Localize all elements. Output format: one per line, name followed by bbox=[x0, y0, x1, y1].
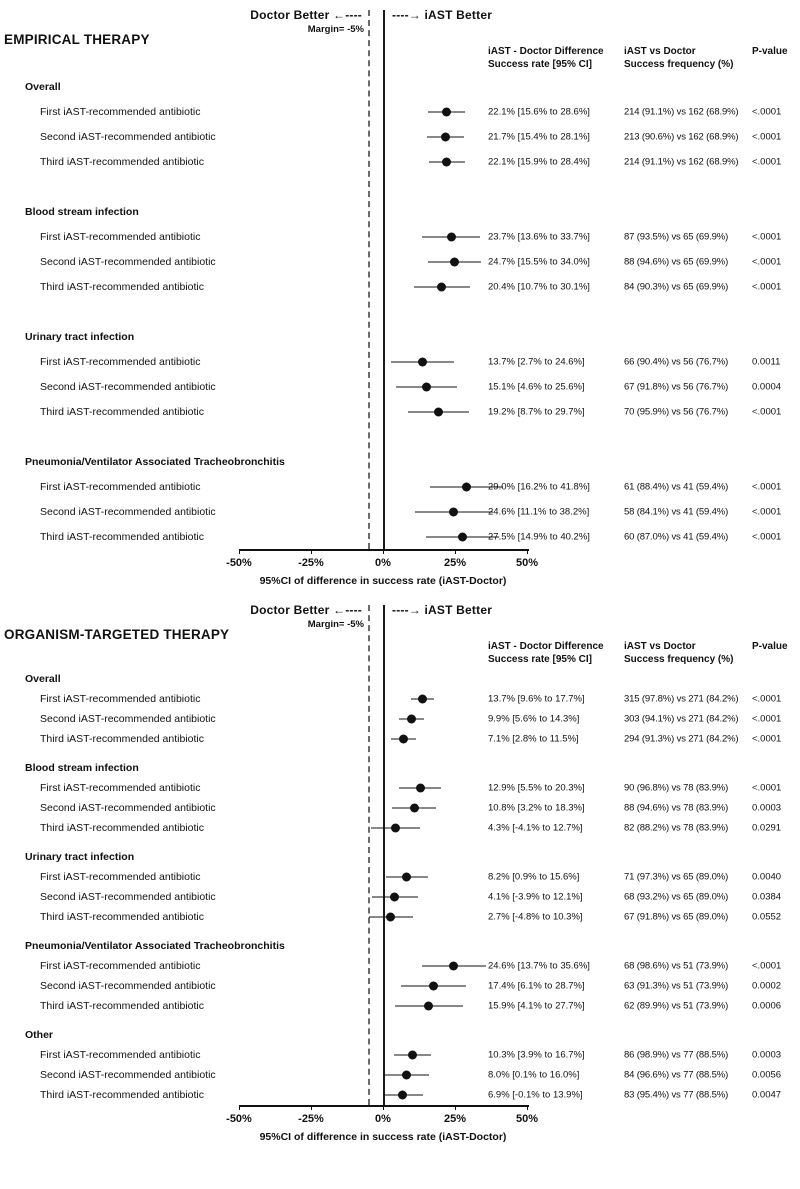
column-header-frequency bbox=[624, 641, 734, 666]
group-label: Other bbox=[25, 1029, 54, 1041]
row-label: Second iAST-recommended antibiotic bbox=[40, 1069, 216, 1081]
group-spacer bbox=[0, 749, 800, 758]
point-estimate-dot bbox=[450, 257, 459, 266]
group-row bbox=[0, 449, 800, 474]
forest-row bbox=[0, 99, 800, 124]
group-spacer bbox=[0, 927, 800, 936]
difference-value: 15.1% [4.6% to 25.6%] bbox=[488, 381, 585, 392]
difference-value: 13.7% [9.6% to 17.7%] bbox=[488, 693, 585, 705]
difference-value: 10.8% [3.2% to 18.3%] bbox=[488, 802, 585, 814]
frequency-value: 90 (96.8%) vs 78 (83.9%) bbox=[624, 782, 729, 794]
difference-value: 24.7% [15.5% to 34.0%] bbox=[488, 256, 590, 267]
difference-value: 23.7% [13.6% to 33.7%] bbox=[488, 231, 590, 242]
x-axis-tick-label: -50% bbox=[226, 1113, 252, 1125]
row-label: Third iAST-recommended antibiotic bbox=[40, 1089, 204, 1101]
row-label: Second iAST-recommended antibiotic bbox=[40, 802, 216, 814]
pvalue-value: <.0001 bbox=[752, 156, 782, 167]
x-axis-tick-label: 50% bbox=[515, 557, 539, 569]
x-axis-tick-label: -50% bbox=[226, 557, 252, 569]
forest-row bbox=[0, 798, 800, 818]
frequency-value: 86 (98.9%) vs 77 (88.5%) bbox=[624, 1049, 729, 1061]
point-estimate-dot bbox=[422, 382, 431, 391]
point-estimate-dot bbox=[447, 232, 456, 241]
row-label: Third iAST-recommended antibiotic bbox=[40, 405, 204, 418]
row-label: Second iAST-recommended antibiotic bbox=[40, 130, 216, 143]
forest-row bbox=[0, 374, 800, 399]
difference-value: 22.1% [15.9% to 28.4%] bbox=[488, 156, 590, 167]
x-axis-tick bbox=[311, 549, 312, 554]
column-header-pvalue: P-value bbox=[752, 46, 788, 57]
column-header-pvalue: P-value bbox=[752, 641, 788, 652]
row-label: First iAST-recommended antibiotic bbox=[40, 871, 201, 883]
point-estimate-dot bbox=[418, 695, 427, 704]
point-estimate-dot bbox=[391, 824, 400, 833]
pvalue-value: <.0001 bbox=[752, 106, 782, 117]
point-estimate-dot bbox=[437, 282, 446, 291]
pvalue-value: 0.0291 bbox=[752, 822, 782, 834]
pvalue-value: 0.0004 bbox=[752, 381, 782, 392]
plot-body-empirical bbox=[0, 6, 800, 549]
x-axis-tick bbox=[383, 549, 384, 554]
forest-row bbox=[0, 499, 800, 524]
column-header-frequency-line1: iAST vs Doctor bbox=[624, 46, 696, 57]
frequency-value: 62 (89.9%) vs 51 (73.9%) bbox=[624, 1000, 729, 1012]
forest-row bbox=[0, 956, 800, 976]
column-header-difference-line2: Success rate [95% CI] bbox=[488, 58, 592, 70]
frequency-value: 315 (97.8%) vs 271 (84.2%) bbox=[624, 693, 739, 705]
group-row bbox=[0, 199, 800, 224]
x-axis-tick bbox=[527, 549, 528, 554]
group-row bbox=[0, 1025, 800, 1045]
point-estimate-dot bbox=[399, 735, 408, 744]
point-estimate-dot bbox=[390, 893, 399, 902]
row-label: First iAST-recommended antibiotic bbox=[40, 693, 201, 705]
x-axis-tick-label: -25% bbox=[298, 1113, 324, 1125]
rows-organism bbox=[0, 669, 800, 1105]
difference-value: 6.9% [-0.1% to 13.9%] bbox=[488, 1089, 583, 1101]
point-estimate-dot bbox=[434, 407, 443, 416]
x-axis-organism bbox=[0, 1105, 800, 1157]
point-estimate-dot bbox=[429, 982, 438, 991]
difference-value: 7.1% [2.8% to 11.5%] bbox=[488, 733, 579, 745]
point-estimate-dot bbox=[398, 1091, 407, 1100]
frequency-value: 88 (94.6%) vs 65 (69.9%) bbox=[624, 256, 729, 267]
group-row bbox=[0, 758, 800, 778]
iast-better-label: ----→ iAST Better bbox=[392, 8, 493, 22]
forest-row bbox=[0, 399, 800, 424]
pvalue-value: 0.0002 bbox=[752, 980, 782, 992]
pvalue-value: <.0001 bbox=[752, 256, 782, 267]
pvalue-value: 0.0003 bbox=[752, 802, 782, 814]
group-label: Overall bbox=[25, 80, 61, 93]
x-axis-title: 95%CI of difference in success rate (iAST-Doctor) bbox=[259, 1131, 507, 1143]
forest-row bbox=[0, 709, 800, 729]
x-axis-title: 95%CI of difference in success rate (iAST-Doctor) bbox=[259, 575, 507, 587]
pvalue-value: <.0001 bbox=[752, 782, 782, 794]
row-label: Third iAST-recommended antibiotic bbox=[40, 155, 204, 168]
frequency-value: 213 (90.6%) vs 162 (68.9%) bbox=[624, 131, 739, 142]
point-estimate-dot bbox=[442, 157, 451, 166]
panel-organism-targeted-therapy bbox=[0, 601, 800, 1157]
point-estimate-dot bbox=[424, 1002, 433, 1011]
x-axis-tick bbox=[455, 1105, 456, 1110]
pvalue-value: 0.0552 bbox=[752, 911, 782, 923]
frequency-value: 68 (98.6%) vs 51 (73.9%) bbox=[624, 960, 729, 972]
column-header-difference bbox=[488, 46, 604, 71]
difference-value: 20.4% [10.7% to 30.1%] bbox=[488, 281, 590, 292]
row-label: Second iAST-recommended antibiotic bbox=[40, 980, 216, 992]
row-label: Third iAST-recommended antibiotic bbox=[40, 280, 204, 293]
forest-row bbox=[0, 349, 800, 374]
panel-title-empirical: EMPIRICAL THERAPY bbox=[4, 32, 150, 47]
x-axis-tick bbox=[239, 1105, 240, 1110]
panel-title-organism: ORGANISM-TARGETED THERAPY bbox=[4, 627, 230, 642]
group-spacer bbox=[0, 174, 800, 199]
column-header-difference-line1: iAST - Doctor Difference bbox=[488, 641, 604, 652]
frequency-value: 58 (84.1%) vs 41 (59.4%) bbox=[624, 506, 729, 517]
frequency-value: 88 (94.6%) vs 78 (83.9%) bbox=[624, 802, 729, 814]
point-estimate-dot bbox=[416, 784, 425, 793]
point-estimate-dot bbox=[442, 107, 451, 116]
group-label: Overall bbox=[25, 673, 61, 685]
row-label: First iAST-recommended antibiotic bbox=[40, 1049, 201, 1061]
column-header-frequency-line2: Success frequency (%) bbox=[624, 58, 734, 70]
column-header-frequency bbox=[624, 46, 734, 71]
x-axis-line bbox=[239, 1105, 529, 1107]
pvalue-value: <.0001 bbox=[752, 131, 782, 142]
x-axis-line bbox=[239, 549, 529, 551]
forest-row bbox=[0, 729, 800, 749]
forest-row bbox=[0, 867, 800, 887]
difference-value: 17.4% [6.1% to 28.7%] bbox=[488, 980, 585, 992]
forest-row bbox=[0, 907, 800, 927]
group-label: Urinary tract infection bbox=[25, 851, 135, 863]
frequency-value: 71 (97.3%) vs 65 (89.0%) bbox=[624, 871, 729, 883]
x-axis-tick-label: 0% bbox=[375, 1113, 391, 1125]
row-label: Third iAST-recommended antibiotic bbox=[40, 530, 204, 543]
point-estimate-dot bbox=[449, 507, 458, 516]
forest-row bbox=[0, 689, 800, 709]
difference-value: 8.2% [0.9% to 15.6%] bbox=[488, 871, 580, 883]
x-axis-tick-label: 50% bbox=[515, 1113, 539, 1125]
plot-body-organism bbox=[0, 601, 800, 1105]
rows-empirical bbox=[0, 74, 800, 549]
difference-value: 10.3% [3.9% to 16.7%] bbox=[488, 1049, 585, 1061]
difference-value: 22.1% [15.6% to 28.6%] bbox=[488, 106, 590, 117]
forest-row bbox=[0, 1045, 800, 1065]
frequency-value: 61 (88.4%) vs 41 (59.4%) bbox=[624, 481, 729, 492]
frequency-value: 214 (91.1%) vs 162 (68.9%) bbox=[624, 156, 739, 167]
row-label: Second iAST-recommended antibiotic bbox=[40, 380, 216, 393]
column-header-frequency-line1: iAST vs Doctor bbox=[624, 641, 696, 652]
frequency-value: 60 (87.0%) vs 41 (59.4%) bbox=[624, 531, 729, 542]
x-axis-tick-label: -25% bbox=[298, 557, 324, 569]
difference-value: 4.3% [-4.1% to 12.7%] bbox=[488, 822, 583, 834]
difference-value: 13.7% [2.7% to 24.6%] bbox=[488, 356, 585, 367]
row-label: Third iAST-recommended antibiotic bbox=[40, 733, 204, 745]
panel-header-empirical bbox=[0, 6, 800, 74]
group-label: Blood stream infection bbox=[25, 762, 139, 774]
forest-row bbox=[0, 778, 800, 798]
group-row bbox=[0, 324, 800, 349]
group-label: Urinary tract infection bbox=[25, 330, 135, 343]
iast-better-label: ----→ iAST Better bbox=[392, 603, 493, 617]
point-estimate-dot bbox=[402, 873, 411, 882]
point-estimate-dot bbox=[441, 132, 450, 141]
pvalue-value: <.0001 bbox=[752, 693, 782, 705]
difference-value: 15.9% [4.1% to 27.7%] bbox=[488, 1000, 585, 1012]
frequency-value: 66 (90.4%) vs 56 (76.7%) bbox=[624, 356, 729, 367]
row-label: First iAST-recommended antibiotic bbox=[40, 230, 201, 243]
row-label: First iAST-recommended antibiotic bbox=[40, 105, 201, 118]
group-row bbox=[0, 74, 800, 99]
forest-row bbox=[0, 149, 800, 174]
pvalue-value: <.0001 bbox=[752, 506, 782, 517]
x-axis-tick bbox=[455, 549, 456, 554]
group-label: Pneumonia/Ventilator Associated Tracheobronchitis bbox=[25, 940, 285, 952]
point-estimate-dot bbox=[462, 482, 471, 491]
row-label: Third iAST-recommended antibiotic bbox=[40, 1000, 204, 1012]
pvalue-value: 0.0003 bbox=[752, 1049, 782, 1061]
frequency-value: 67 (91.8%) vs 65 (89.0%) bbox=[624, 911, 729, 923]
pvalue-value: <.0001 bbox=[752, 713, 782, 725]
forest-row bbox=[0, 818, 800, 838]
pvalue-value: <.0001 bbox=[752, 406, 782, 417]
row-label: Third iAST-recommended antibiotic bbox=[40, 822, 204, 834]
group-spacer bbox=[0, 424, 800, 449]
frequency-value: 68 (93.2%) vs 65 (89.0%) bbox=[624, 891, 729, 903]
column-header-difference-line1: iAST - Doctor Difference bbox=[488, 46, 604, 57]
forest-row bbox=[0, 224, 800, 249]
x-axis-tick bbox=[311, 1105, 312, 1110]
row-label: Third iAST-recommended antibiotic bbox=[40, 911, 204, 923]
forest-row bbox=[0, 996, 800, 1016]
forest-row bbox=[0, 249, 800, 274]
pvalue-value: 0.0056 bbox=[752, 1069, 782, 1081]
x-axis-empirical bbox=[0, 549, 800, 601]
group-label: Pneumonia/Ventilator Associated Tracheobronchitis bbox=[25, 455, 285, 468]
frequency-value: 294 (91.3%) vs 271 (84.2%) bbox=[624, 733, 739, 745]
x-axis-tick-label: 0% bbox=[375, 557, 391, 569]
forest-row bbox=[0, 1065, 800, 1085]
group-row bbox=[0, 936, 800, 956]
frequency-value: 83 (95.4%) vs 77 (88.5%) bbox=[624, 1089, 729, 1101]
row-label: Second iAST-recommended antibiotic bbox=[40, 891, 216, 903]
pvalue-value: <.0001 bbox=[752, 531, 782, 542]
panel-empirical-therapy bbox=[0, 6, 800, 601]
column-header-difference-line2: Success rate [95% CI] bbox=[488, 653, 592, 665]
pvalue-value: <.0001 bbox=[752, 481, 782, 492]
group-spacer bbox=[0, 838, 800, 847]
x-axis-tick bbox=[527, 1105, 528, 1110]
margin-label: Margin= -5% bbox=[307, 619, 364, 630]
column-header-difference bbox=[488, 641, 604, 666]
frequency-value: 87 (93.5%) vs 65 (69.9%) bbox=[624, 231, 729, 242]
pvalue-value: 0.0011 bbox=[752, 356, 781, 367]
row-label: Second iAST-recommended antibiotic bbox=[40, 255, 216, 268]
group-row bbox=[0, 669, 800, 689]
doctor-better-label: Doctor Better ←---- bbox=[250, 8, 362, 22]
panel-header-organism bbox=[0, 601, 800, 669]
difference-value: 2.7% [-4.8% to 10.3%] bbox=[488, 911, 583, 923]
forest-row bbox=[0, 887, 800, 907]
row-label: First iAST-recommended antibiotic bbox=[40, 355, 201, 368]
pvalue-value: <.0001 bbox=[752, 733, 782, 745]
difference-value: 21.7% [15.4% to 28.1%] bbox=[488, 131, 590, 142]
column-header-frequency-line2: Success frequency (%) bbox=[624, 653, 734, 665]
point-estimate-dot bbox=[408, 1051, 417, 1060]
difference-value: 19.2% [8.7% to 29.7%] bbox=[488, 406, 585, 417]
forest-row bbox=[0, 524, 800, 549]
frequency-value: 214 (91.1%) vs 162 (68.9%) bbox=[624, 106, 739, 117]
difference-value: 4.1% [-3.9% to 12.1%] bbox=[488, 891, 583, 903]
pvalue-value: <.0001 bbox=[752, 281, 782, 292]
pvalue-value: <.0001 bbox=[752, 231, 782, 242]
difference-value: 24.6% [11.1% to 38.2%] bbox=[488, 506, 590, 517]
row-label: Second iAST-recommended antibiotic bbox=[40, 713, 216, 725]
difference-value: 9.9% [5.6% to 14.3%] bbox=[488, 713, 580, 725]
x-axis-tick-label: 25% bbox=[443, 1113, 467, 1125]
group-spacer bbox=[0, 1016, 800, 1025]
frequency-value: 67 (91.8%) vs 56 (76.7%) bbox=[624, 381, 729, 392]
frequency-value: 84 (96.6%) vs 77 (88.5%) bbox=[624, 1069, 729, 1081]
x-axis-tick-label: 25% bbox=[443, 557, 467, 569]
frequency-value: 63 (91.3%) vs 51 (73.9%) bbox=[624, 980, 729, 992]
group-spacer bbox=[0, 299, 800, 324]
difference-value: 27.5% [14.9% to 40.2%] bbox=[488, 531, 590, 542]
frequency-value: 82 (88.2%) vs 78 (83.9%) bbox=[624, 822, 729, 834]
point-estimate-dot bbox=[386, 913, 395, 922]
row-label: First iAST-recommended antibiotic bbox=[40, 480, 201, 493]
margin-label: Margin= -5% bbox=[307, 24, 364, 35]
row-label: First iAST-recommended antibiotic bbox=[40, 782, 201, 794]
forest-row bbox=[0, 124, 800, 149]
pvalue-value: 0.0047 bbox=[752, 1089, 782, 1101]
group-label: Blood stream infection bbox=[25, 205, 139, 218]
row-label: First iAST-recommended antibiotic bbox=[40, 960, 201, 972]
point-estimate-dot bbox=[402, 1071, 411, 1080]
x-axis-tick bbox=[239, 549, 240, 554]
frequency-value: 70 (95.9%) vs 56 (76.7%) bbox=[624, 406, 729, 417]
pvalue-value: 0.0040 bbox=[752, 871, 782, 883]
point-estimate-dot bbox=[410, 804, 419, 813]
doctor-better-label: Doctor Better ←---- bbox=[250, 603, 362, 617]
difference-value: 29.0% [16.2% to 41.8%] bbox=[488, 481, 590, 492]
forest-row bbox=[0, 274, 800, 299]
forest-row bbox=[0, 976, 800, 996]
group-row bbox=[0, 847, 800, 867]
pvalue-value: <.0001 bbox=[752, 960, 782, 972]
forest-row bbox=[0, 474, 800, 499]
pvalue-value: 0.0006 bbox=[752, 1000, 782, 1012]
frequency-value: 303 (94.1%) vs 271 (84.2%) bbox=[624, 713, 739, 725]
difference-value: 12.9% [5.5% to 20.3%] bbox=[488, 782, 585, 794]
point-estimate-dot bbox=[407, 715, 416, 724]
point-estimate-dot bbox=[449, 962, 458, 971]
forest-row bbox=[0, 1085, 800, 1105]
difference-value: 24.6% [13.7% to 35.6%] bbox=[488, 960, 590, 972]
x-axis-tick bbox=[383, 1105, 384, 1110]
frequency-value: 84 (90.3%) vs 65 (69.9%) bbox=[624, 281, 729, 292]
point-estimate-dot bbox=[458, 532, 467, 541]
difference-value: 8.0% [0.1% to 16.0%] bbox=[488, 1069, 580, 1081]
pvalue-value: 0.0384 bbox=[752, 891, 782, 903]
row-label: Second iAST-recommended antibiotic bbox=[40, 505, 216, 518]
point-estimate-dot bbox=[418, 357, 427, 366]
